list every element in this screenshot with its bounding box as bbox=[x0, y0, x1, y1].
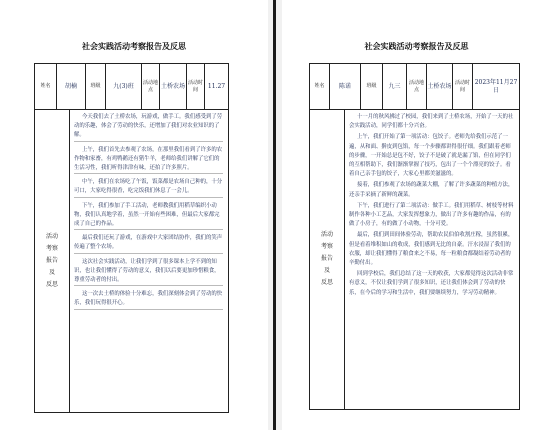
report-title-right: 社会实践活动考察报告及反思 bbox=[364, 42, 469, 51]
grade-value-left: 九(3)班 bbox=[106, 64, 142, 109]
side-label-part: 报告 bbox=[45, 256, 58, 264]
grade-label-right: 班级 bbox=[361, 64, 383, 109]
place-label-left: 活动地点 bbox=[142, 64, 160, 109]
form-header-left bbox=[35, 64, 228, 110]
grade-value-right: 九三 bbox=[383, 64, 407, 109]
side-label-part: 考察 bbox=[320, 243, 333, 250]
paragraph: 下午，我们参加了手工活动，老师教我们用稻草编织小动物，我们认真地学着，虽然一开始有些困难，但最后大家都完成了自己的作品。 bbox=[74, 202, 223, 231]
side-label-part: 报告 bbox=[320, 255, 333, 262]
paragraph: 今天我们去了土桥农场，玩游戏，做手工。我们感受到了劳动的乐趣，体会了劳动的快乐，还增加了我们对农业知识的了解。 bbox=[74, 113, 223, 142]
side-label-part: 考察 bbox=[45, 244, 58, 252]
form-header-right bbox=[310, 64, 519, 110]
right-report-page bbox=[282, 0, 551, 430]
paragraph: 这一次去土桥的体验十分难忘，我们深刻体会到了劳动的快乐，我们玩得很开心。 bbox=[74, 290, 223, 309]
section-label-left bbox=[35, 109, 70, 412]
side-label-part: 反思 bbox=[45, 280, 58, 288]
paragraph: 最后，我们到田间体验劳动，帮助农民伯伯收割庄稼，虽然很累，但是看着堆积如山的收成，我们感到无比的自豪。汗水浸湿了我们的衣服，却让我们懂得了粮食来之不易，每一粒粮食都凝结着劳动者的辛勤付出。 bbox=[349, 232, 514, 267]
report-title-left: 社会实践活动考察报告及反思 bbox=[82, 42, 186, 51]
page-gutter bbox=[268, 0, 282, 430]
time-label-right: 活动时间 bbox=[453, 64, 473, 109]
report-body-right bbox=[344, 109, 519, 409]
place-label-right: 活动地点 bbox=[407, 64, 427, 109]
side-label-part: 及 bbox=[48, 268, 55, 276]
report-form-left bbox=[34, 63, 229, 413]
paragraph: 最后我们还玩了游戏，在游戏中大家团结协作，我们的笑声传遍了整个农场。 bbox=[74, 234, 223, 253]
name-value-right: 陈诺 bbox=[330, 64, 361, 109]
report-form-right bbox=[309, 63, 520, 410]
report-body-left bbox=[69, 109, 228, 412]
paragraph: 中午，我们在农场吃了午饭，饭菜都是农场自己种的，十分可口，大家吃得很香，吃完饭我们休息了一会儿。 bbox=[74, 178, 223, 197]
paragraph: 回到学校后，我们总结了这一天的收获，大家都觉得这次活动非常有意义，不仅让我们学到了很多知识，还让我们体会到了劳动的快乐，在今后的学习和生活中，我们要继续努力，学习劳动精神。 bbox=[349, 271, 514, 296]
place-value-left: 土桥农场 bbox=[160, 64, 187, 109]
side-label-part: 活动 bbox=[45, 232, 58, 240]
left-report-page bbox=[0, 0, 268, 430]
paragraph: 上午，我们开始了第一项活动：包饺子。老师先给我们示范了一遍，从和面、擀皮到包馅，每一个步骤都讲得很仔细。我们跟着老师的步骤，一开始总是包不好，饺子不是破了就是漏了馅，但在同学们的互相帮助下，我们渐渐掌握了技巧，包出了一个个漂亮的饺子。看着自己亲手包的饺子，大家心里都美滋滋的。 bbox=[349, 134, 511, 178]
side-label-part: 及 bbox=[323, 267, 330, 274]
name-label-left: 姓名 bbox=[35, 64, 57, 109]
name-label-right: 姓名 bbox=[310, 64, 330, 109]
section-label-right bbox=[310, 109, 345, 409]
paragraph: 十一月的秋风拂过了校园，我们来到了土桥农场，开始了一天的社会实践活动，同学们都十分兴奋。 bbox=[349, 114, 514, 130]
paragraph: 接着，我们参观了农场的蔬菜大棚，了解了许多蔬菜的种植方法，还亲手采摘了新鲜的蔬菜。 bbox=[349, 182, 514, 198]
name-value-left: 胡楠 bbox=[57, 64, 86, 109]
place-value-right: 土桥农场 bbox=[427, 64, 453, 109]
paragraph: 上午，我们首先去参观了农场，在那里我们看到了许多的农作物和家畜，有鸡鸭鹅还有猪牛羊，老师给我们讲解了它们的生活习性，我们听得津津有味，还拍了许多照片。 bbox=[74, 146, 223, 175]
paragraph: 下午，我们进行了第二项活动：做手工。我们用稻草、树枝等材料制作各种小工艺品，大家发挥想象力，做出了许多有趣的作品，有的做了小房子，有的做了小动物，十分可爱。 bbox=[349, 202, 514, 228]
paragraph: 这次社会实践活动，让我们学到了很多课本上学不到的知识，也让我们懂得了劳动的意义，我们以后要更加珍惜粮食，尊重劳动者的付出。 bbox=[74, 258, 223, 287]
side-label-part: 反思 bbox=[320, 279, 333, 286]
grade-label-left: 班级 bbox=[86, 64, 106, 109]
side-label-part: 活动 bbox=[320, 231, 333, 238]
time-label-left: 活动时间 bbox=[187, 64, 205, 109]
time-value-right: 2023年11月27日 bbox=[474, 79, 518, 94]
time-value-left: 11.27 bbox=[207, 82, 226, 90]
